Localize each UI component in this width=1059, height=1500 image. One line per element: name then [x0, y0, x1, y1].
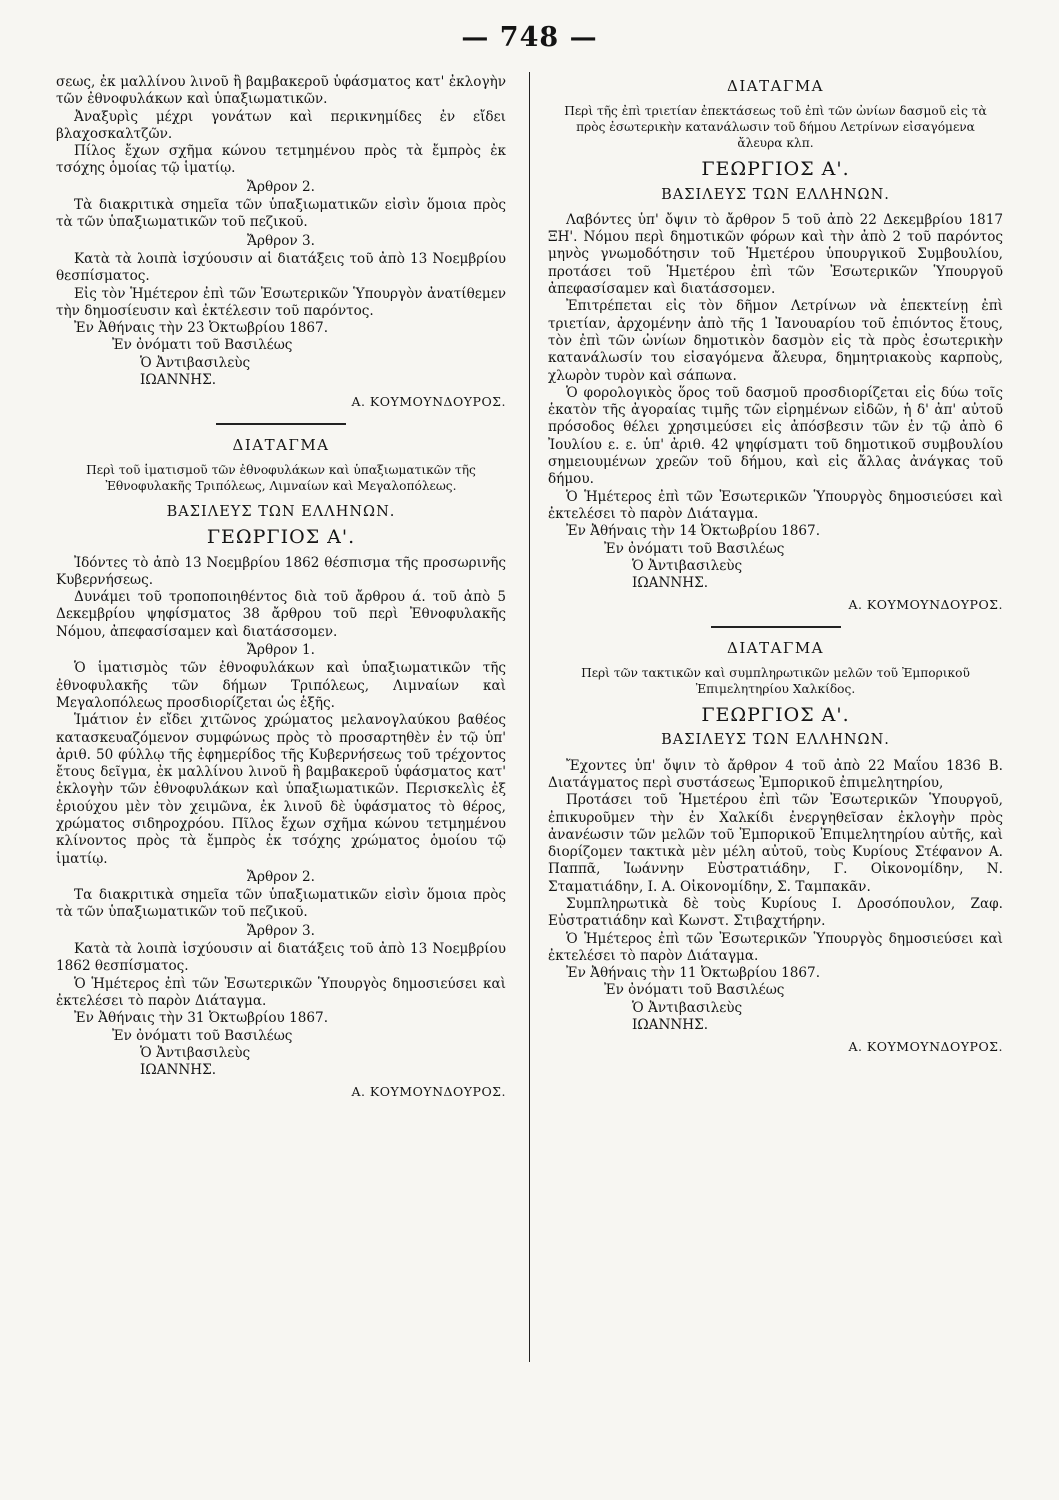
king-name: ΓΕΩΡΓΙΟΣ Α'. — [206, 526, 356, 549]
decree-subject: Περὶ τῶν τακτικῶν καὶ συμπληρωτικῶν μελῶν τοῦ Ἐμπορικοῦ Ἐπιμελητηρίου Χαλκίδος. — [581, 666, 970, 697]
minister-signature: Α. ΚΟΥΜΟΥΝΔΟΥΡΟΣ. — [351, 1084, 506, 1100]
decree-heading: ΔΙΑΤΑΓΜΑ — [726, 77, 825, 95]
preamble-paragraph-2: Προτάσει τοῦ Ἡμετέρου ἐπὶ τῶν Ἐσωτερικῶν Ὑπουργοῦ, ἐπικυροῦμεν τὴν ἐν Χαλκίδι ἐνεργηθεῖσαν ἐκλογὴν πρὸς ἀνανέωσιν τῶν μελῶν τοῦ Ἐμπορικοῦ Ἐπιμελητηρίου αὐτῆς, καὶ διορίζομεν τακτικὰ μὲν μέλη αὐτοῦ, τοὺς Κυρίους Στέφανον Α. Παππᾶ, Ἰωάννην Εὐστρατιάδην, Γ. Οἰκονομίδην, Ν. Σταματιάδην, Ι. Α. Οἰκονομίδην, Σ. Ταμπακᾶν. — [548, 792, 1003, 895]
decree-heading: ΔΙΑΤΑΓΜΑ — [726, 638, 825, 657]
signature-line-3: ΙΩΑΝΝΗΣ. — [140, 1062, 217, 1079]
execution-clause: Εἰς τὸν Ἡμέτερον ἐπὶ τῶν Ἐσωτερικῶν Ὑπουργὸν ἀνατίθεμεν τὴν δημοσίευσιν καὶ ἐκτέλεσιν τοῦ παρόντος. — [56, 285, 506, 319]
decree-date: Ἐν Ἀθήναις τὴν 11 Ὀκτωβρίου 1867. — [566, 965, 821, 982]
signature-line-1: Ἐν ὀνόματι τοῦ Βασιλέως — [112, 337, 293, 354]
article-1-label: Ἄρθρον 1. — [247, 642, 315, 659]
article-1-paragraph-2: Ἱμάτιον ἐν εἴδει χιτῶνος χρώματος μελανογλαύκου βαθέος κατασκευαζόμενον συμφώνως πρὸς τὸ προσαρτηθὲν ἐν τῷ ὑπ' ἀριθ. 50 φύλλῳ τῆς ἐφημερίδος τῆς Κυβερνήσεως τοῦ τρέχοντος ἔτους δεῖγμα, ἐκ μαλλίνου λινοῦ ἢ βαμβακεροῦ ὑφάσματος κατ' ἐκλογὴν τῶν ἐθνοφυλάκων καὶ ὑπαξιωματικῶν. Περισκελὶς ἐξ ἐριούχου μὲν τὸν χειμῶνα, ἐκ λινοῦ δὲ ὑφάσματος τὸ θέρος, χρώματος σιδηροχρόου. Πῖλος ἔχων σχῆμα κώνου τετμημένου κλίνοντος πρὸς τὰ ἔμπρὸς ἐκ τσόχης χρώματος ὁμοίου τῷ ἱματίῳ. — [56, 712, 506, 867]
signature-line-1: Ἐν ὀνόματι τοῦ Βασιλέως — [604, 982, 785, 999]
king-title: ΒΑΣΙΛΕΥΣ ΤΩΝ ΕΛΛΗΝΩΝ. — [661, 186, 890, 203]
preamble-paragraph-2: Δυνάμει τοῦ τροποποιηθέντος διὰ τοῦ ἄρθρου ά. τοῦ ἀπὸ 5 Δεκεμβρίου ψηφίσματος 38 ἄρθρου τοῦ περὶ Ἐθνοφυλακῆς Νόμου, ἀπεφασίσαμεν καὶ διατάσσομεν. — [56, 589, 506, 640]
article-1-paragraph-1: Ὁ ἱματισμὸς τῶν ἐθνοφυλάκων καὶ ὑπαξιωματικῶν τῆς ἐθνοφυλακῆς τῶν δήμων Τριπόλεως, Λιμναίων καὶ Μεγαλοπόλεως προσδιορίζεται ὡς ἑξῆς. — [56, 660, 506, 711]
body-paragraph: Συμπληρωτικὰ δὲ τοὺς Κυρίους Ι. Δροσόπουλον, Ζαφ. Εὐστρατιάδην καὶ Κωνστ. Στιβαχτήρην. — [548, 895, 1003, 930]
minister-signature: Α. ΚΟΥΜΟΥΝΔΟΥΡΟΣ. — [848, 597, 1003, 613]
preamble-paragraph-1: Ἔχοντες ὑπ' ὄψιν τὸ ἄρθρον 4 τοῦ ἀπὸ 22 Μαΐου 1836 Β. Διατάγματος περὶ συστάσεως Ἐμπορικοῦ ἐπιμελητηρίου, — [548, 757, 1003, 791]
preamble-paragraph: Λαβόντες ὑπ' ὄψιν τὸ ἄρθρον 5 τοῦ ἀπὸ 22 Δεκεμβρίου 1817 ΞΗ'. Νόμου περὶ δημοτικῶν φόρων καὶ τὴν ἀπὸ 2 τοῦ παρόντος μηνὸς γνωμοδότησιν τοῦ Ἡμετέρου ὑπουργικοῦ Συμβουλίου, προτάσει τοῦ Ἡμετέρου ἐπὶ τῶν Ἐσωτερικῶν Ὑπουργοῦ ἀπεφασίσαμεν καὶ διατάσσομεν. — [548, 211, 1003, 298]
execution-clause: Ὁ Ἡμέτερος ἐπὶ τῶν Ἐσωτερικῶν Ὑπουργὸς δημοσιεύσει καὶ ἐκτελέσει τὸ παρὸν Διάταγμα. — [56, 975, 506, 1009]
intro-paragraph-3: Πίλος ἔχων σχῆμα κώνου τετμημένου πρὸς τὰ ἔμπρὸς ἐκ τσόχης ὁμοίας τῷ ἱματίῳ. — [56, 143, 506, 177]
decree-subject: Περὶ τῆς ἐπὶ τριετίαν ἐπεκτάσεως τοῦ ἐπὶ τῶν ὠνίων δασμοῦ εἰς τὰ πρὸς ἐσωτερικὴν κατανάλωσιν τοῦ δήμου Λετρίνων εἰσαγόμενα ἄλευρα κλπ. — [564, 104, 987, 151]
intro-paragraph-1: σεως, ἐκ μαλλίνου λινοῦ ἢ βαμβακεροῦ ὑφάσματος κατ' ἐκλογὴν τῶν ἐθνοφυλάκων καὶ ὑπαξιωματικῶν. — [56, 74, 506, 108]
intro-paragraph-2: Ἀναξυρὶς μέχρι γονάτων καὶ περικνημίδες ἐν εἴδει βλαχοσκαλτζῶν. — [56, 108, 506, 142]
article-3-label: Ἄρθρον 3. — [247, 922, 315, 939]
article-3-text: Κατὰ τὰ λοιπὰ ἰσχύουσιν αἱ διατάξεις τοῦ ἀπὸ 13 Νοεμβρίου 1862 θεσπίσματος. — [56, 941, 506, 975]
left-column — [56, 74, 506, 1101]
minister-signature: Α. ΚΟΥΜΟΥΝΔΟΥΡΟΣ. — [351, 394, 506, 410]
decree-date: Ἐν Ἀθήναις τὴν 31 Ὀκτωβρίου 1867. — [74, 1010, 329, 1027]
signature-line-1: Ἐν ὀνόματι τοῦ Βασιλέως — [112, 1027, 293, 1044]
signature-line-3: ΙΩΑΝΝΗΣ. — [632, 1017, 709, 1034]
article-2-text: Τὰ διακριτικὰ σημεῖα τῶν ὑπαξιωματικῶν εἰσὶν ὅμοια πρὸς τὰ τῶν ὑπαξιωματικῶν τοῦ πεζικοῦ. — [56, 197, 506, 231]
execution-clause: Ὁ Ἡμέτερος ἐπὶ τῶν Ἐσωτερικῶν Ὑπουργὸς δημοσιεύσει καὶ ἐκτελέσει τὸ παρὸν Διάταγμα. — [548, 930, 1003, 964]
signature-line-3: ΙΩΑΝΝΗΣ. — [140, 372, 217, 389]
preamble-paragraph-1: Ἰδόντες τὸ ἀπὸ 13 Νοεμβρίου 1862 θέσπισμα τῆς προσωρινῆς Κυβερνήσεως. — [56, 554, 506, 588]
page-number: — 748 — — [461, 22, 598, 53]
column-divider — [529, 72, 530, 1362]
article-2-text: Τα διακριτικὰ σημεῖα τῶν ὑπαξιωματικῶν εἰσὶν ὅμοια πρὸς τὰ τῶν ὑπαξιωματικῶν τοῦ πεζικοῦ. — [56, 887, 506, 921]
minister-signature: Α. ΚΟΥΜΟΥΝΔΟΥΡΟΣ. — [848, 1039, 1003, 1055]
signature-line-2: Ὁ Ἀντιβασιλεὺς — [632, 557, 743, 574]
article-3-text: Κατὰ τὰ λοιπὰ ἰσχύουσιν αἱ διατάξεις τοῦ ἀπὸ 13 Νοεμβρίου θεσπίσματος. — [56, 250, 506, 285]
article-2-label: Ἄρθρον 2. — [247, 178, 315, 195]
body-paragraph-2: Ὁ φορολογικὸς ὅρος τοῦ δασμοῦ προσδιορίζεται εἰς δύω τοῖς ἑκατὸν τῆς ἀγοραίας τιμῆς τῶν εἰρημένων εἰδῶν, ἡ δ' ἀπ' αὐτοῦ πρόσοδος θέλει χρησιμεύσει εἰς ἀπόσβεσιν τῶν ἐν τῷ ἀπὸ 6 Ἰουλίου ε. ε. ὑπ' ἀριθ. 42 ψηφίσματι τοῦ δημοτικοῦ συμβουλίου σημειουμένων χρεῶν τοῦ δήμου, καὶ εἰς ἄλλας ἀνάγκας τοῦ δήμου. — [548, 384, 1003, 488]
section-rule — [711, 626, 841, 628]
decree-date: Ἐν Ἀθήναις τὴν 23 Ὀκτωβρίου 1867. — [74, 320, 329, 337]
article-3-label: Ἄρθρον 3. — [247, 232, 315, 249]
signature-line-2: Ὁ Ἀντιβασιλεὺς — [632, 999, 743, 1016]
article-2-label: Ἄρθρον 2. — [247, 868, 315, 885]
decree-date: Ἐν Ἀθήναις τὴν 14 Ὀκτωβρίου 1867. — [566, 523, 821, 540]
king-name: ΓΕΩΡΓΙΟΣ Α'. — [701, 704, 850, 727]
signature-line-2: Ὁ Ἀντιβασιλεὺς — [140, 354, 251, 371]
signature-line-2: Ὁ Ἀντιβασιλεὺς — [140, 1044, 251, 1061]
decree-subject: Περὶ τοῦ ἱματισμοῦ τῶν ἐθνοφυλάκων καὶ ὑπαξιωματικῶν τῆς Ἐθνοφυλακῆς Τριπόλεως, Λιμναίων καὶ Μεγαλοπόλεως. — [86, 462, 476, 493]
decree-heading: ΔΙΑΤΑΓΜΑ — [232, 435, 330, 454]
execution-clause: Ὁ Ἡμέτερος ἐπὶ τῶν Ἐσωτερικῶν Ὑπουργὸς δημοσιεύσει καὶ ἐκτελέσει τὸ παρὸν Διάταγμα. — [548, 488, 1003, 522]
body-paragraph-1: Ἐπιτρέπεται εἰς τὸν δῆμον Λετρίνων νὰ ἐπεκτείνῃ ἐπὶ τριετίαν, ἀρχομένην ἀπὸ τῆς 1 Ἰανουαρίου τοῦ ἐπιόντος ἔτους, τὸν ἐπὶ τῶν ὠνίων δημοτικὸν δασμὸν εἰς τὰ πρὸς ἐσωτερικὴν κατανάλωσίν του εἰσαγόμενα ἄλευρα, δημητριακοὺς καρποὺς, χλωρὸν τυρὸν καὶ σάπωνα. — [548, 298, 1003, 384]
king-name: ΓΕΩΡΓΙΟΣ Α'. — [701, 158, 850, 181]
right-column — [548, 74, 1003, 1056]
section-rule — [216, 423, 346, 425]
king-title: ΒΑΣΙΛΕΥΣ ΤΩΝ ΕΛΛΗΝΩΝ. — [166, 503, 396, 520]
king-title: ΒΑΣΙΛΕΥΣ ΤΩΝ ΕΛΛΗΝΩΝ. — [661, 732, 890, 749]
signature-line-1: Ἐν ὀνόματι τοῦ Βασιλέως — [604, 540, 785, 557]
signature-line-3: ΙΩΑΝΝΗΣ. — [632, 575, 709, 592]
